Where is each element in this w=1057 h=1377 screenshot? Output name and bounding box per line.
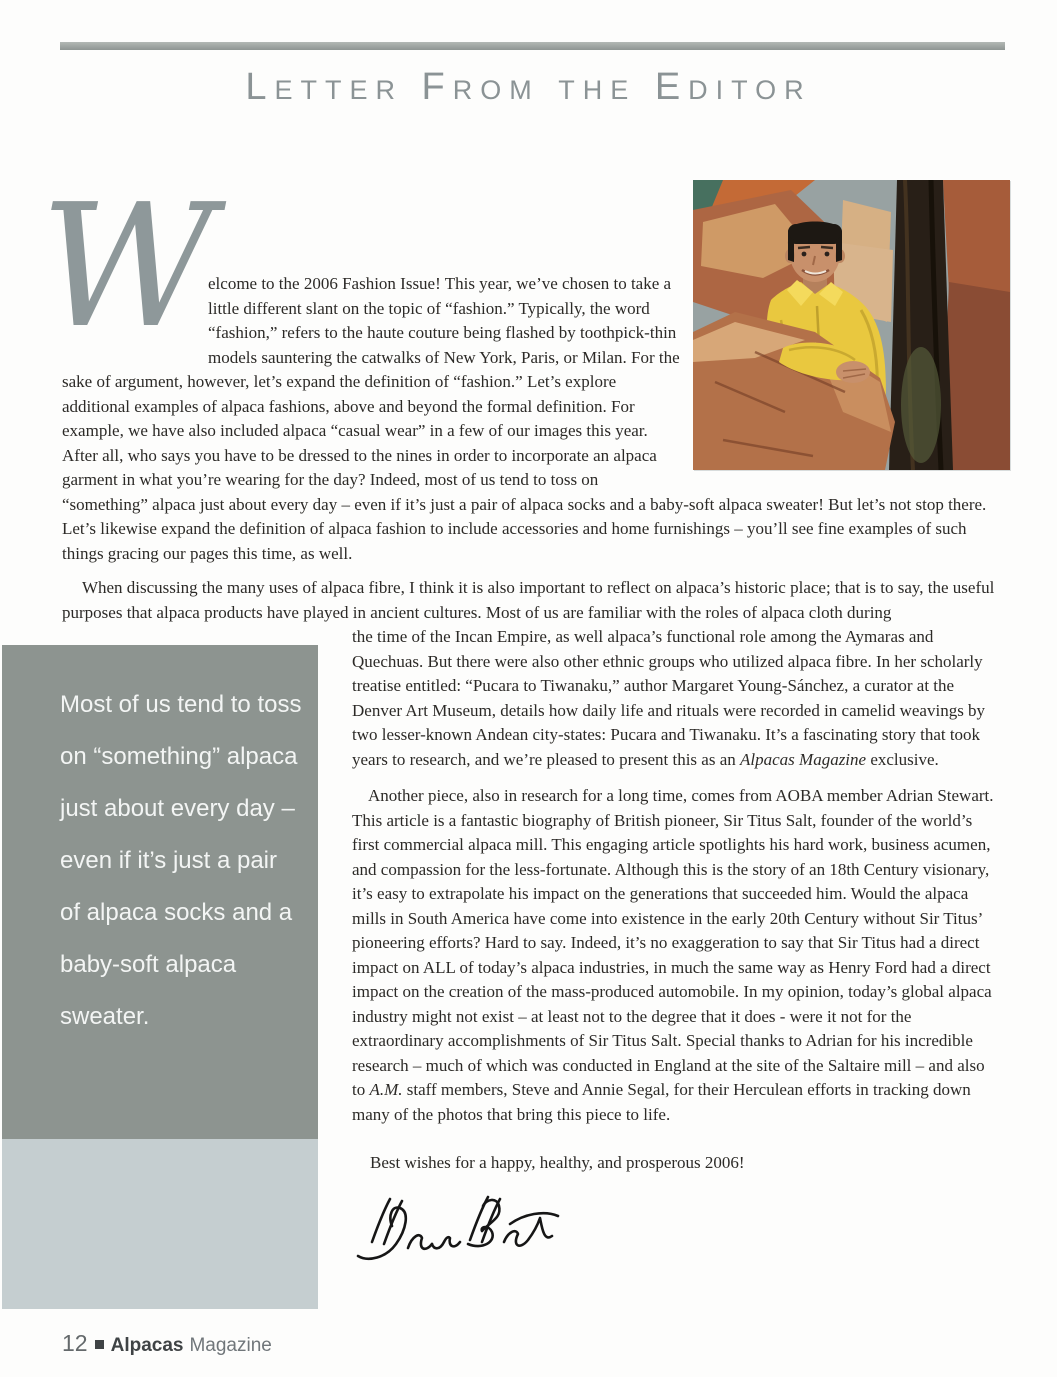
left-rail [2,625,318,1309]
lightbox-panel [2,1139,318,1309]
paragraph-3-text: Another piece, also in research for a long time, comes from AOBA member Adrian Stewart. This article is a fantastic biography of British pioneer, Sir Titus Salt, founder of the world’s first commercial alpaca mill. This engaging article spotlights his hard work, business acumen, and compassion for the less-fortunate. Although this is the story of an 18th Century visionary, it’s easy to extrapolate his impact on the generations that succeeded him. Would the alpaca mills in South America have come into existence in the early 20th Century without Sir Titus’ pioneering efforts? Hard to say. Indeed, it’s no exaggeration to say that Sir Titus had a direct impact on ALL of today’s alpaca industries, in much the same way as Henry Ford had a direct impact on the creation of the mass-produced automobile. In my opinion, today’s global alpaca industry might not exist – at least not to the degree that it does - were it not for the extraordinary accomplishments of Sir Titus Salt. Special thanks to Adrian for his incredible research – much of which was conducted in England at the site of the Saltaire mill – and also to [352,786,994,1099]
magazine-word: Magazine [189,1335,272,1356]
paragraph-2-tail: exclusive. [866,749,939,769]
am-abbrev-italic: A.M. [369,1080,403,1099]
dropcap-wrap-spacer [62,272,208,346]
paragraph-3-tail: staff members, Steve and Annie Segal, for their Herculean efforts in tracking down many of the photos that bring this piece to life. [352,1080,971,1124]
paragraph-2-intro-text: When discussing the many uses of alpaca fibre, I think it is also important to reflect on alpaca’s historic place; that is to say, the useful purposes that alpaca products have played in ancient cultures. Most of us are familiar with the roles of alpaca cloth during [62,578,995,622]
magazine-title-italic: Alpacas Magazine [740,749,867,769]
pullquote-box [2,645,318,1139]
page-title: Letter From the Editor [245,66,812,108]
magazine-name: Alpacas [110,1335,184,1356]
closing-line: Best wishes for a happy, healthy, and prosperous 2006! [370,1153,745,1172]
letter-paragraph-2-intro [62,576,1002,625]
paragraph-2-text: the time of the Incan Empire, as well alpaca’s functional role among the Aymaras and Quechuas. But there were also other ethnic groups who utilized alpaca fibre. In her scholarly treatise entitled: “Pucara to Tiwanaku,” author Margaret Young-Sánchez, a curator at the Denver Art Museum, details how daily life and rituals were recorded in camelid weavings by two lesser-known Andean city-states: Pucara and Tiwanaku. It’s a fascinating story that took years to research, and we’re pleased to present this as an [352,627,986,769]
paragraph-1-text: elcome to the 2006 Fashion Issue! This year, we’ve chosen to take a little different slant on the topic of “fashion.” Typically, the word “fashion,” refers to the haute couture being flashed by toothpick-thin models sauntering the catwalks of New York, Paris, or Milan. For the sake of argument, however, let’s expand the definition of “fashion.” Let’s explore additional examples of alpaca fashions, above and beyond the formal definition. For example, we have also included alpaca “casual wear” in a few of our images this year. After all, who says you have to be dressed to the nines in order to incorporate an alpaca garment in what you’re wearing for the day? Indeed, most of us tend to toss on “something” alpaca just about every day – even if it’s just a pair of alpaca socks and a baby-soft alpaca sweater! But let’s not stop there. Let’s likewise expand the definition of alpaca fashion to include accessories and home furnishings – you’ll see fine examples of such things gracing our pages this time, as well. [62,274,987,563]
signature-icon [352,1184,562,1270]
letter-paragraph-1 [62,272,1002,566]
letter-body [62,272,1002,1309]
footer [62,1330,272,1357]
top-rule-divider [60,42,1005,50]
dropcap-w: W [40,168,215,366]
square-bullet-icon [95,1340,104,1349]
photo-wrap-spacer [680,272,1002,470]
pullquote-text: Most of us tend to toss on “something” alpaca just about every day – even if it’s just a pair of alpaca socks and a baby-soft alpaca sweater. [60,691,302,1030]
page-number: 12 [62,1330,88,1356]
